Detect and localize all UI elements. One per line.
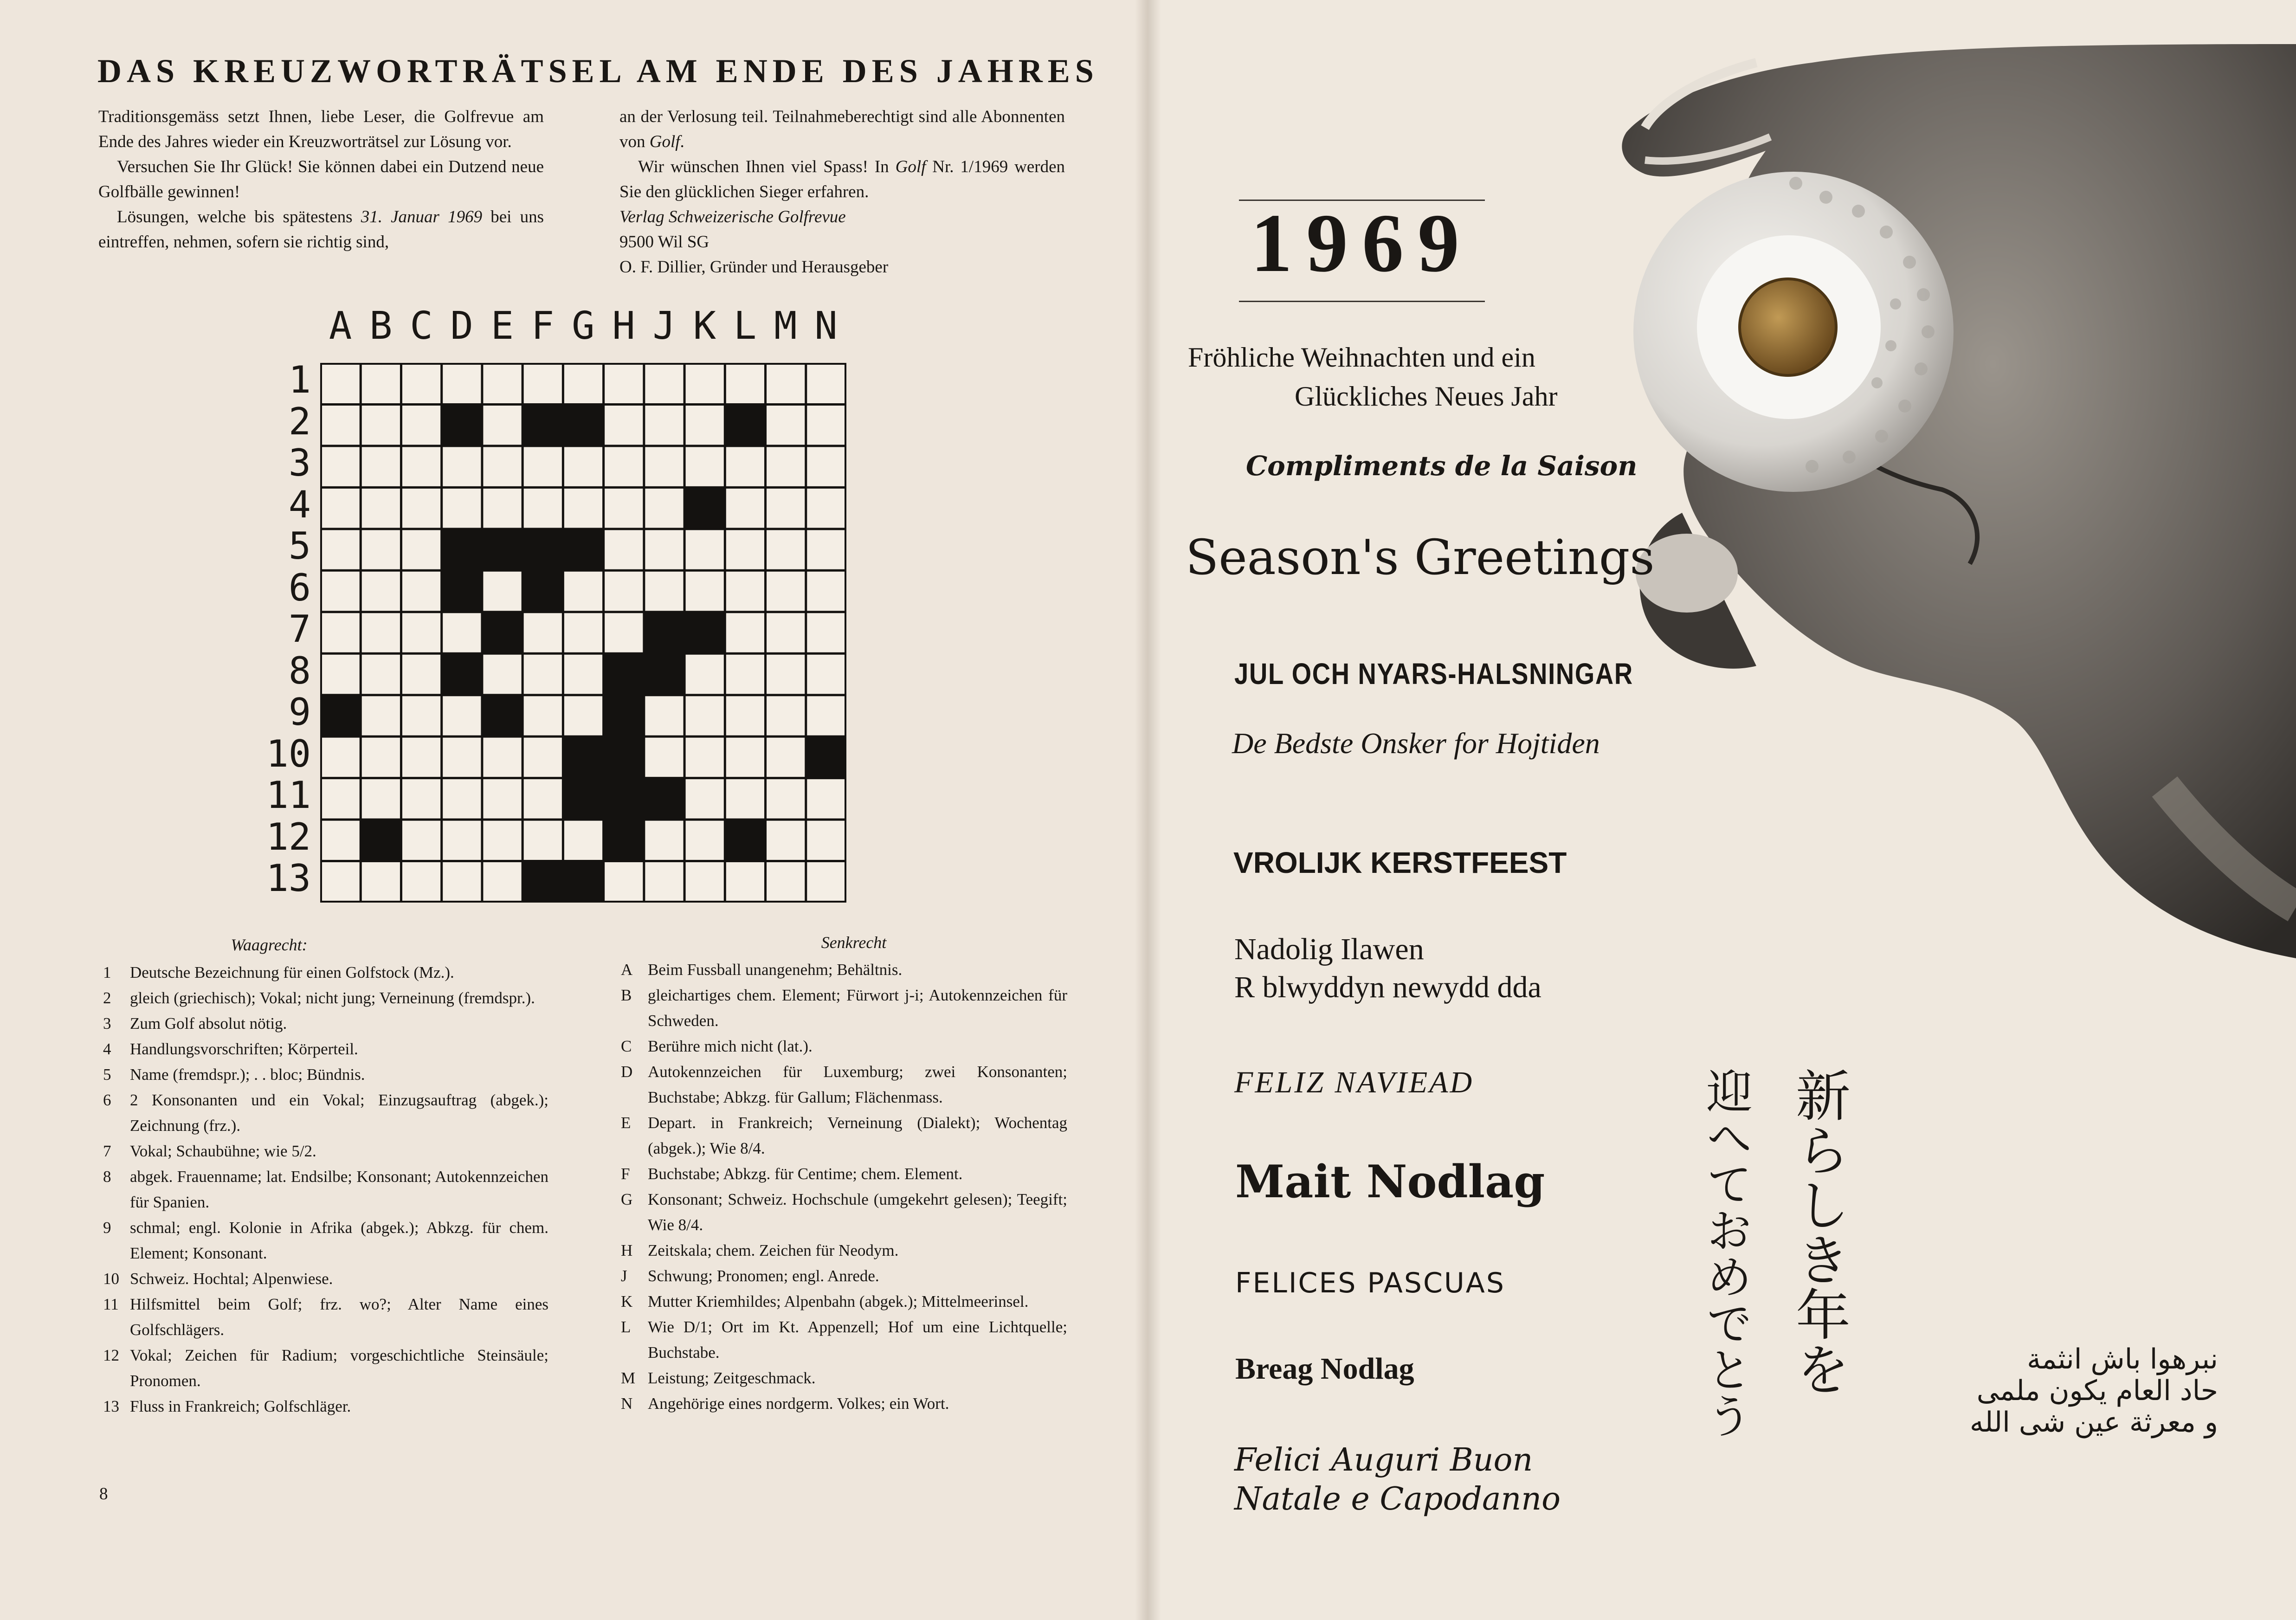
clue-item [621,1391,1067,1416]
clue-text: 2 Konsonanten und ein Vokal; Einzugsauftrag (abgek.); Zeichnung (frz.). [130,1091,548,1135]
clue-item [621,957,1067,982]
intro-paragraph-3: Lösungen, welche bis spätestens 31. Januar 1969 bei uns eintreffen, nehmen, sofern sie richtig sind, [98,207,544,252]
greeting-german-line-2: Glückliches Neues Jahr [1295,381,1558,412]
column-letter: M [774,304,797,348]
greeting-german [1188,338,1557,416]
black-cell [442,653,483,695]
clue-key: N [621,1394,633,1413]
clue-key: 2 [103,989,111,1007]
intro-paragraph-5: Wir wünschen Ihnen viel Spass! In Golf Nr. 1/1969 werden Sie den glücklichen Sieger erfahren. [619,157,1065,201]
clue-text: Deutsche Bezeichnung für einen Golfstock (Mz.). [130,963,454,981]
clue-text: Konsonant; Schweiz. Hochschule (umgekehrt gelesen); Teegift; Wie 8/4. [648,1190,1067,1234]
clue-item [103,1394,548,1419]
column-letter: E [490,304,514,348]
row-number: 8 [288,649,311,692]
clue-key: C [621,1037,632,1055]
column-letter: N [814,304,838,348]
clue-item [103,985,548,1011]
black-cell [644,653,685,695]
column-letter: D [450,304,473,348]
clue-item [103,1266,548,1291]
clue-key: H [621,1241,633,1259]
column-letter: G [572,304,595,348]
across-title: Waagrecht: [231,936,308,954]
crossword-column-letters [320,304,854,355]
clue-text: Berühre mich nicht (lat.). [648,1037,813,1055]
row-number: 13 [266,857,311,900]
clue-text: abgek. Frauenname; lat. Endsilbe; Konsonant; Autokennzeichen für Spanien. [130,1168,548,1211]
greeting-german-line-1: Fröhliche Weihnachten und ein [1188,342,1535,373]
intro-left-column [98,104,544,255]
clue-key: J [621,1267,627,1285]
city-line: 9500 Wil SG [619,232,709,252]
black-cell [725,404,766,446]
black-cell [522,404,563,446]
greeting-arabic [1893,1343,2218,1438]
greeting-irish: Mait Nodlag [1235,1155,1545,1208]
column-letter: C [410,304,433,348]
clue-text: Angehörige eines nordgerm. Volkes; ein Wort. [648,1394,949,1413]
black-cell [684,612,725,654]
clue-item [621,1161,1067,1187]
black-cell [482,612,523,654]
black-cell [563,778,604,820]
hand-holding-golf-ball-photo [1617,44,2296,970]
column-letter: J [652,304,676,348]
black-cell [604,695,645,737]
greeting-french: Compliments de la Saison [1246,450,1638,482]
clue-text: Buchstabe; Abkzg. für Centime; chem. Element. [648,1165,963,1183]
greeting-japanese-column-1: 新らしき年を [1786,1067,1851,1396]
clue-item [621,1365,1067,1391]
year-rule-bottom [1239,301,1485,302]
clue-item [621,1187,1067,1238]
black-cell [522,570,563,612]
greeting-arabic-line-2: حاد العام يكون ملمى [1976,1375,2218,1407]
clue-text: gleichartiges chem. Element; Fürwort j-i; Autokennzeichen für Schweden. [648,986,1067,1030]
clue-item [621,1314,1067,1365]
clue-text: Schweiz. Hochtal; Alpenwiese. [130,1270,333,1288]
clue-key: 8 [103,1168,111,1186]
row-number: 4 [288,483,311,526]
column-letter: L [733,304,757,348]
row-number: 9 [288,691,311,734]
clue-key: B [621,986,632,1004]
crossword-heading: DAS KREUZWORTRÄTSEL AM ENDE DES JAHRES [97,52,1099,90]
publisher-line: Verlag Schweizerische Golfrevue [619,207,846,226]
clue-item [621,1033,1067,1059]
black-cell [320,695,361,737]
clue-text: Name (fremdspr.); . . bloc; Bündnis. [130,1065,365,1084]
clue-item [621,1263,1067,1289]
black-cell [644,778,685,820]
greeting-arabic-line-3: و معرثة عين شى الله [1969,1406,2218,1439]
across-clues [103,960,548,1419]
black-cell [442,404,483,446]
clue-text: Autokennzeichen für Luxemburg; zwei Konsonanten; Buchstabe; Abkzg. für Gallum; Flächenmass. [648,1063,1067,1106]
clue-item [621,1289,1067,1314]
clue-key: G [621,1190,633,1208]
black-cell [442,570,483,612]
clue-key: L [621,1318,631,1336]
clue-item [103,1011,548,1036]
clue-key: 7 [103,1142,111,1160]
greeting-welsh-line-2: R blwyddyn newydd dda [1234,970,1541,1004]
black-cell [563,529,604,571]
down-clues [621,957,1067,1416]
clue-text: Beim Fussball unangenehm; Behältnis. [648,961,903,979]
row-number: 6 [288,566,311,609]
clue-key: 13 [103,1397,119,1415]
greeting-dutch: VROLIJK KERSTFEEST [1233,846,1567,879]
greeting-welsh-line-1: Nadolig Ilawen [1234,932,1424,966]
clue-text: Fluss in Frankreich; Golfschläger. [130,1397,351,1415]
greeting-english: Season's Greetings [1186,529,1655,586]
row-number: 2 [288,400,311,443]
clue-text: Zum Golf absolut nötig. [130,1014,287,1033]
black-cell [563,404,604,446]
black-cell [806,736,846,778]
column-letter: F [531,304,555,348]
clue-item [103,1291,548,1342]
greeting-arabic-line-1: نبرهوا باش انثمة [2027,1343,2218,1375]
clue-key: D [621,1063,633,1081]
year-title: 1969 [1251,197,1473,289]
clue-item [621,1238,1067,1263]
black-cell [522,529,563,571]
clue-item [621,982,1067,1033]
page-gutter [1135,0,1161,1620]
greeting-swedish: JUL OCH NYARS-HALSNINGAR [1234,657,1633,691]
clue-item [621,1110,1067,1161]
clue-item [621,1059,1067,1110]
greeting-italian [1234,1441,1561,1519]
clue-key: 1 [103,963,111,981]
clue-item [103,1062,548,1087]
intro-right-column [619,104,1065,280]
clue-text: Handlungsvorschriften; Körperteil. [130,1040,358,1058]
black-cell [442,529,483,571]
greeting-portuguese: FELIZ NAVIEAD [1234,1065,1474,1099]
clue-text: Zeitskala; chem. Zeichen für Neodym. [648,1241,899,1259]
clue-text: schmal; engl. Kolonie in Afrika (abgek.); Abkzg. für chem. Element; Konsonant. [130,1219,548,1262]
clue-key: 11 [103,1295,119,1313]
column-letter: H [612,304,635,348]
black-cell [725,820,766,861]
clue-text: Wie D/1; Ort im Kt. Appenzell; Hof um eine Lichtquelle; Buchstabe. [648,1318,1067,1362]
clue-key: E [621,1114,631,1132]
greeting-welsh [1234,930,1541,1007]
row-number: 12 [266,815,311,858]
greeting-italian-line-1: Felici Auguri Buon [1234,1442,1533,1478]
crossword-row-numbers [246,358,311,914]
black-cell [604,778,645,820]
greeting-japanese-column-2: 迎へておめでとう [1698,1067,1753,1439]
clue-item [103,1138,548,1164]
black-cell [563,736,604,778]
black-cell [684,487,725,529]
clue-key: 9 [103,1219,111,1237]
black-cell [482,529,523,571]
clue-key: 6 [103,1091,111,1109]
greeting-spanish: FELICES PASCUAS [1235,1267,1505,1299]
row-number: 1 [288,358,311,401]
clue-item [103,1342,548,1394]
clue-text: Schwung; Pronomen; engl. Anrede. [648,1267,879,1285]
crossword-grid [320,363,846,903]
clue-text: Mutter Kriemhildes; Alpenbahn (abgek.); Mittelmeerinsel. [648,1292,1029,1310]
black-cell [604,820,645,861]
clue-item [103,960,548,985]
clue-text: gleich (griechisch); Vokal; nicht jung; Verneinung (fremdspr.). [130,989,535,1007]
clue-key: 3 [103,1014,111,1033]
row-number: 5 [288,524,311,568]
greeting-breton: Breag Nodlag [1235,1352,1414,1386]
founder-line: O. F. Dillier, Gründer und Herausgeber [619,258,889,277]
down-title: Senkrecht [821,933,887,952]
black-cell [522,861,563,903]
row-number: 11 [266,774,311,817]
black-cell [482,695,523,737]
column-letter: B [369,304,393,348]
greeting-italian-line-2: Natale e Capodanno [1234,1481,1561,1517]
clue-item [103,1164,548,1215]
clue-key: A [621,961,633,979]
clue-text: Hilfsmittel beim Golf; frz. wo?; Alter Name eines Golfschlägers. [130,1295,548,1339]
black-cell [604,653,645,695]
clue-key: 5 [103,1065,111,1084]
row-number: 10 [266,732,311,775]
clue-item [103,1215,548,1266]
black-cell [644,612,685,654]
clue-text: Depart. in Frankreich; Verneinung (Dialekt); Wochentag (abgek.); Wie 8/4. [648,1114,1067,1157]
black-cell [361,820,401,861]
intro-paragraph-4: an der Verlosung teil. Teilnahmeberechtigt sind alle Abonnenten von Golf. [619,107,1065,151]
clue-key: 10 [103,1270,119,1288]
intro-paragraph-1: Traditionsgemäss setzt Ihnen, liebe Leser, die Golfrevue am Ende des Jahres wieder ein Kreuzworträtsel zur Lösung vor. [98,107,544,151]
black-cell [604,736,645,778]
clue-key: 4 [103,1040,111,1058]
intro-paragraph-2: Versuchen Sie Ihr Glück! Sie können dabei ein Dutzend neue Golfbälle gewinnen! [98,157,544,201]
clue-text: Vokal; Zeichen für Radium; vorgeschichtliche Steinsäule; Pronomen. [130,1346,548,1390]
clue-text: Vokal; Schaubühne; wie 5/2. [130,1142,316,1160]
clue-key: 12 [103,1346,119,1364]
row-number: 3 [288,441,311,484]
column-letter: A [329,304,352,348]
page-number: 8 [99,1484,108,1504]
clue-text: Leistung; Zeitgeschmack. [648,1369,816,1387]
black-cell [563,861,604,903]
clue-key: F [621,1165,630,1183]
clue-key: M [621,1369,636,1387]
greeting-danish: De Bedste Onsker for Hojtiden [1232,727,1600,760]
column-letter: K [693,304,716,348]
clue-item [103,1087,548,1138]
row-number: 7 [288,607,311,651]
clue-item [103,1036,548,1062]
clue-key: K [621,1292,633,1310]
